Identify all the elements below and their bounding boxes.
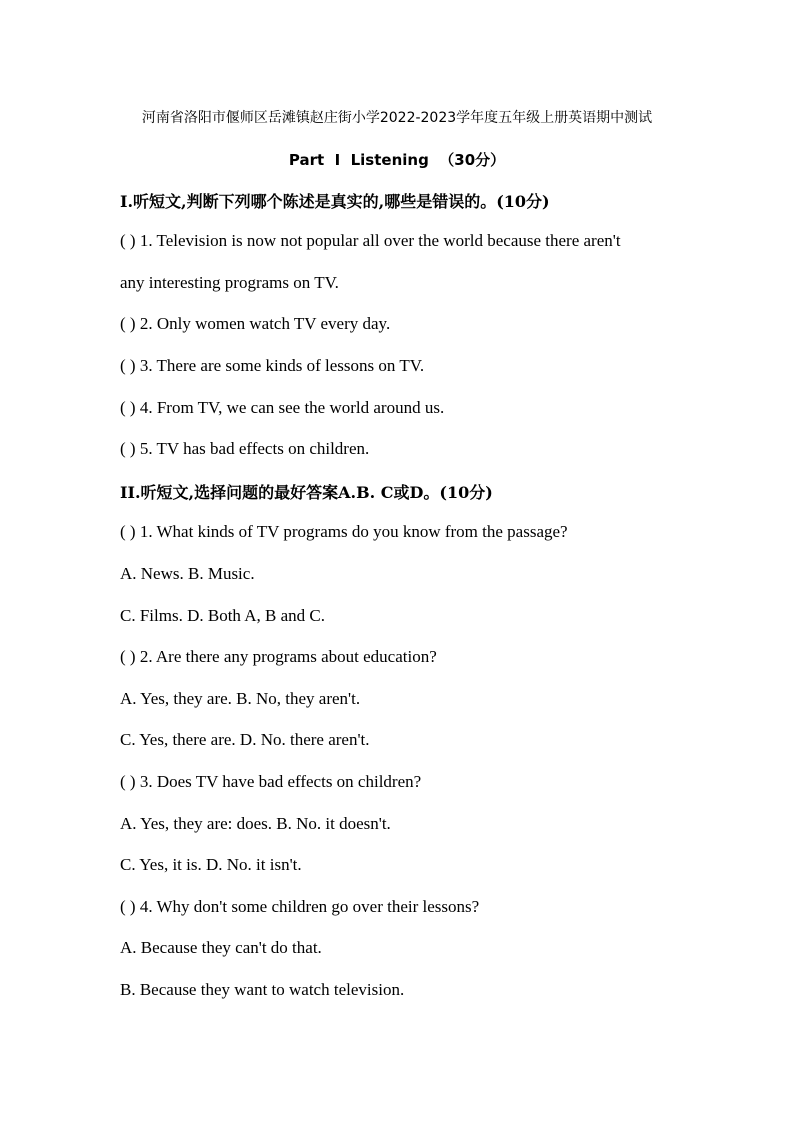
s2-line-1: ( ) 1. What kinds of TV programs do you know from the passage? bbox=[120, 522, 568, 541]
s2-line-9: C. Yes, it is. D. No. it isn't. bbox=[120, 855, 302, 874]
s2-line-11: A. Because they can't do that. bbox=[120, 938, 322, 957]
s2-line-12: B. Because they want to watch television. bbox=[120, 980, 405, 999]
document-title: 河南省洛阳市偃师区岳滩镇赵庄街小学2022-2023学年度五年级上册英语期中测试 bbox=[141, 110, 653, 126]
s1-line-3: ( ) 2. Only women watch TV every day. bbox=[120, 314, 391, 333]
section-1-heading: I.听短文,判断下列哪个陈述是真实的,哪些是错误的。(10分) bbox=[120, 192, 550, 211]
s1-line-5: ( ) 4. From TV, we can see the world around us. bbox=[120, 398, 445, 417]
s2-line-2: A. News. B. Music. bbox=[120, 564, 255, 583]
s2-line-10: ( ) 4. Why don't some children go over their lessons? bbox=[120, 897, 480, 916]
s2-line-4: ( ) 2. Are there any programs about education? bbox=[120, 647, 437, 666]
s1-line-2: any interesting programs on TV. bbox=[120, 273, 339, 292]
s2-line-7: ( ) 3. Does TV have bad effects on children? bbox=[120, 772, 422, 791]
s1-line-6: ( ) 5. TV has bad effects on children. bbox=[120, 439, 370, 458]
s2-line-6: C. Yes, there are. D. No. there aren't. bbox=[120, 730, 370, 749]
s1-line-4: ( ) 3. There are some kinds of lessons on TV. bbox=[120, 356, 425, 375]
s2-line-8: A. Yes, they are: does. B. No. it doesn't. bbox=[120, 814, 391, 833]
section-2-heading: II.听短文,选择问题的最好答案A.B. C或D。(10分) bbox=[120, 483, 493, 502]
part-heading: Part I Listening （30分） bbox=[288, 151, 506, 169]
s1-line-1: ( ) 1. Television is now not popular all over the world because there aren't bbox=[120, 231, 621, 250]
s2-line-3: C. Films. D. Both A, B and C. bbox=[120, 606, 325, 625]
s2-line-5: A. Yes, they are. B. No, they aren't. bbox=[120, 689, 361, 708]
